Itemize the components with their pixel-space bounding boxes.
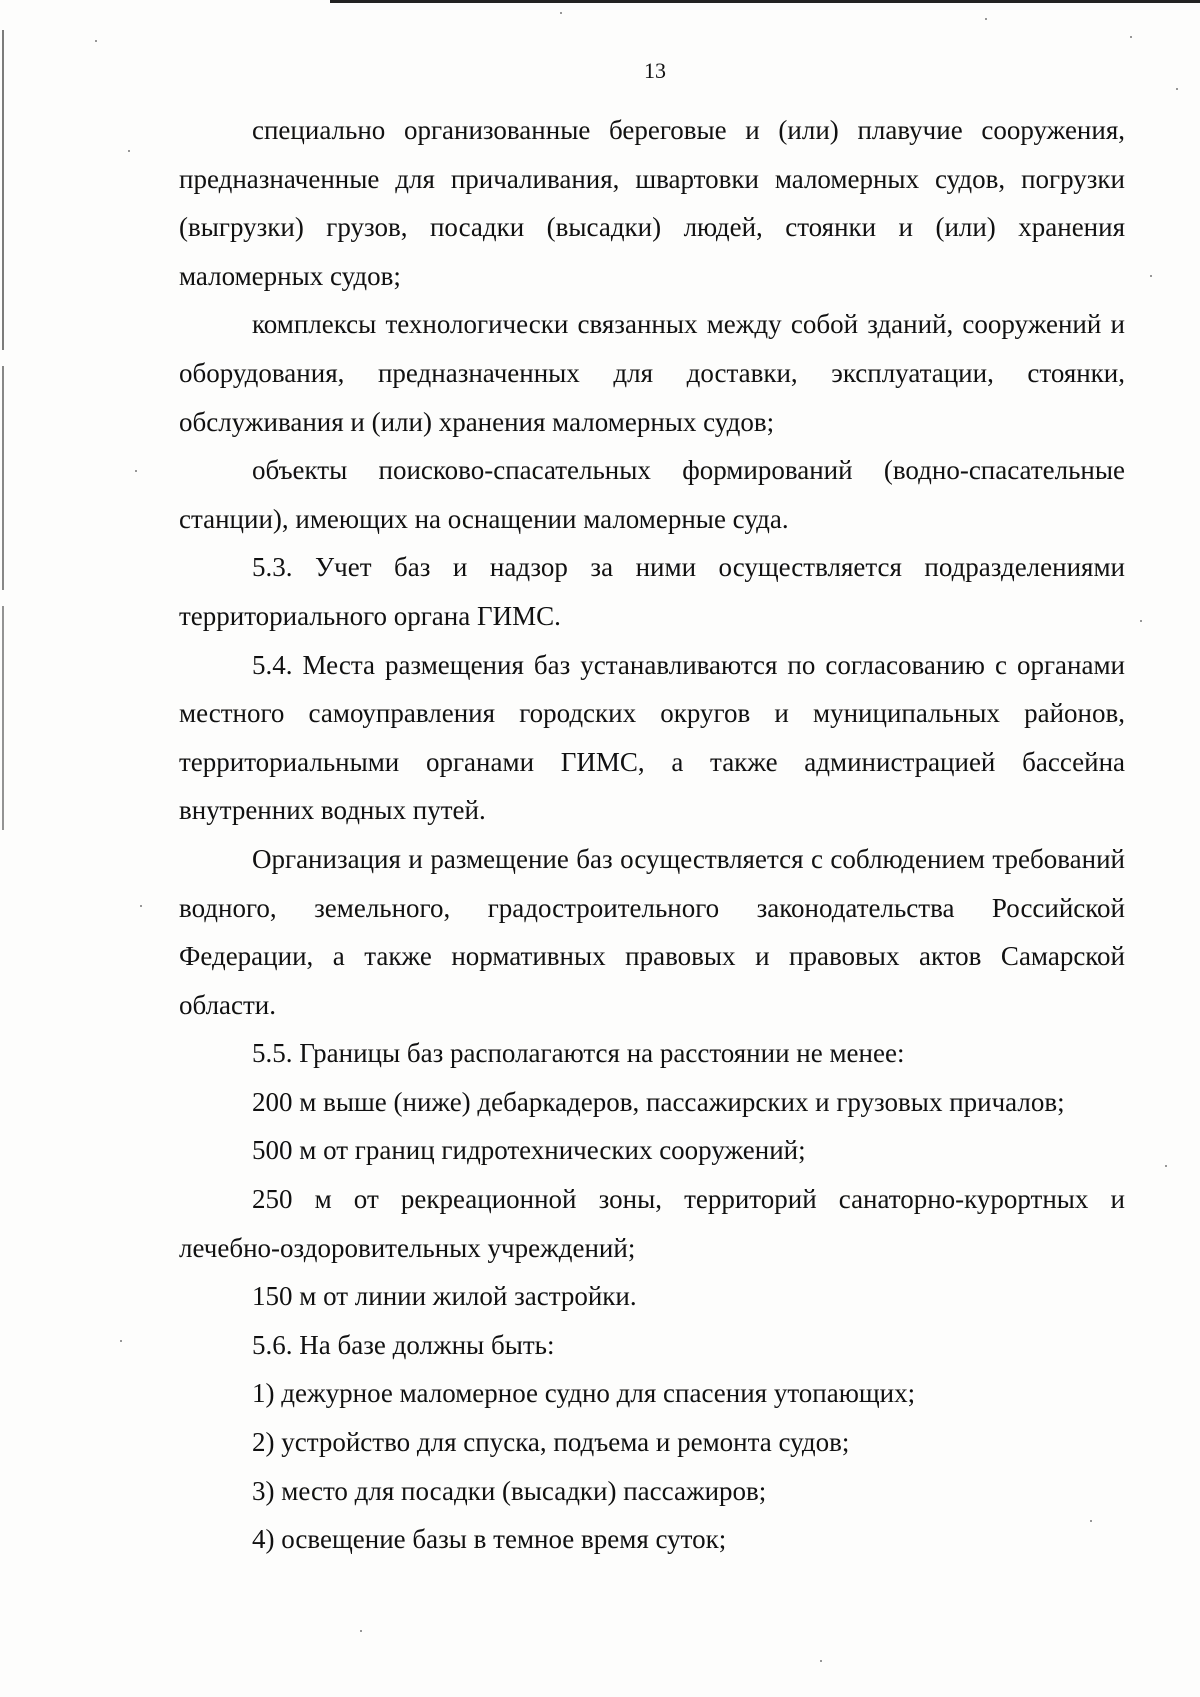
document-body [179, 106, 1125, 1564]
list-item-150m: 150 м от линии жилой застройки. [252, 1281, 637, 1312]
scan-speck [95, 40, 97, 42]
scan-speck [1176, 88, 1178, 90]
scan-speck [985, 18, 987, 20]
scan-left-edge [2, 30, 4, 830]
scan-speck [560, 12, 562, 14]
list-item-1: 1) дежурное маломерное судно для спасения утопающих; [252, 1378, 916, 1409]
paragraph-rescue-stations: объекты поисково-спасательных формирований (водно-спасательные станции), имеющих на оснащении маломерные суда. [179, 455, 1125, 534]
paragraph-5-3: 5.3. Учет баз и надзор за ними осуществляется подразделениями территориального органа ГИМС. [179, 552, 1125, 631]
list-item-500m: 500 м от границ гидротехнических сооружений; [252, 1135, 806, 1166]
scan-speck [820, 1660, 822, 1662]
list-item-4: 4) освещение базы в темное время суток; [252, 1524, 727, 1555]
paragraph-organization: Организация и размещение баз осуществляется с соблюдением требований водного, земельного, градостроительного законодательства Российской Федерации, а также нормативных правовых и правовых актов Самарской области. [179, 843, 1125, 1020]
scan-speck [128, 150, 130, 152]
scan-speck [360, 1630, 362, 1632]
scan-speck [1090, 1520, 1092, 1522]
paragraph-5-5: 5.5. Границы баз располагаются на расстоянии не менее: [252, 1038, 905, 1069]
scan-speck [140, 905, 142, 907]
scan-speck [1140, 620, 1142, 622]
scan-speck [1150, 275, 1152, 277]
paragraph-5-4: 5.4. Места размещения баз устанавливаются по согласованию с органами местного самоуправления городских округов и муниципальных районов, территориальными органами ГИМС, а также администрацией бассейна внутренних водных путей. [179, 649, 1125, 826]
page-number: 13 [644, 58, 666, 83]
list-item-3: 3) место для посадки (высадки) пассажиров; [252, 1475, 767, 1506]
scan-top-edge [330, 0, 1200, 3]
paragraph-berth-structures: специально организованные береговые и (или) плавучие сооружения, предназначенные для причаливания, швартовки маломерных судов, погрузки (выгрузки) грузов, посадки (высадки) людей, стоянки и (или) хранения маломерных судов; [179, 115, 1125, 291]
paragraph-5-6: 5.6. На базе должны быть: [252, 1329, 555, 1360]
scan-speck [1165, 1165, 1167, 1167]
list-item-2: 2) устройство для спуска, подъема и ремонта судов; [252, 1427, 850, 1458]
paragraph-technological-complexes: комплексы технологически связанных между собой зданий, сооружений и оборудования, предназначенных для доставки, эксплуатации, стоянки, обслуживания и (или) хранения маломерных судов; [179, 309, 1125, 437]
scan-speck [135, 470, 137, 472]
scan-speck [1130, 36, 1132, 38]
list-item-200m: 200 м выше (ниже) дебаркадеров, пассажирских и грузовых причалов; [252, 1086, 1065, 1117]
list-item-250m: 250 м от рекреационной зоны, территорий санаторно-курортных и лечебно-оздоровительных учреждений; [179, 1184, 1125, 1263]
scan-speck [120, 1340, 122, 1342]
